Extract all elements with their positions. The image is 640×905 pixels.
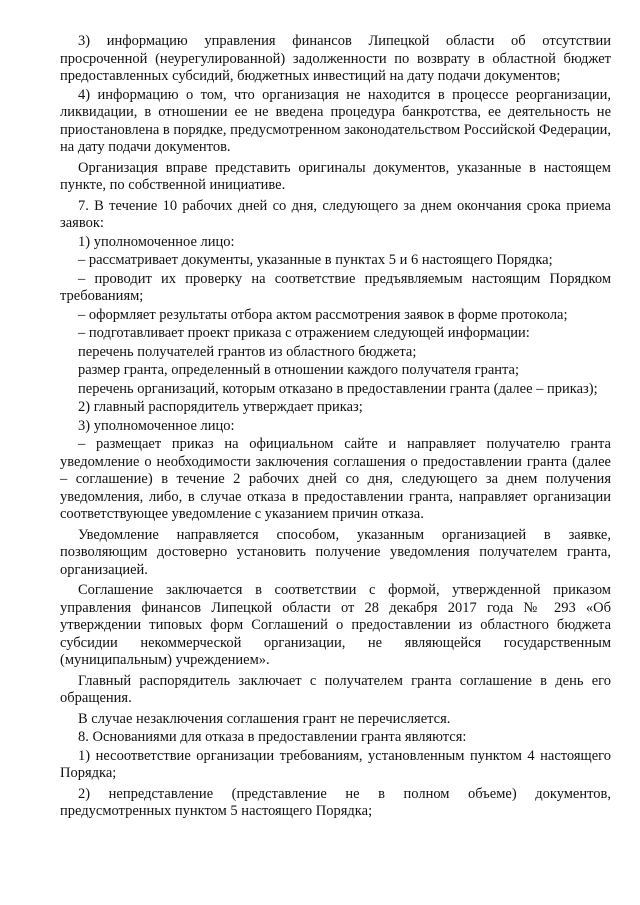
paragraph-item-4-reorganization-info: 4) информацию о том, что организация не находится в процессе реорганизации, ликвидации, в отношении ее не введена процедура банкротства, ее деятельность не приостановлена в порядке, предусмотренном законодательством Российской Федерации, на дату подачи документов.	[60, 86, 611, 155]
paragraph-grant-size: размер гранта, определенный в отношении каждого получателя гранта;	[78, 362, 520, 378]
paragraph-publishes-order: – размещает приказ на официальном сайте и направляет получателю гранта уведомление о необходимости заключения соглашения о предоставлении гранта (далее – соглашение) в течение 2 рабочих дней со дня, следующего за днем получения уведомления, либо, в случае отказа в предоставлении гранта, направляет организации соответствующее уведомление с указанием причин отказа.	[60, 436, 611, 522]
paragraph-no-agreement: В случае незаключения соглашения грант не перечисляется.	[78, 710, 451, 727]
paragraph-authorized-person-1: 1) уполномоченное лицо:	[78, 233, 235, 250]
paragraph-item-3-treasury-info: 3) информацию управления финансов Липецкой области об отсутствии просроченной (неурегулированной) задолженности по возврату в областной бюджет предоставленных субсидий, бюджетных инвестиций на дату подачи документов;	[60, 33, 611, 84]
paragraph-section-8: 8. Основаниями для отказа в предоставлении гранта являются:	[78, 729, 467, 745]
paragraph-approves-order: 2) главный распорядитель утверждает приказ;	[78, 399, 363, 415]
paragraph-checks-compliance: – проводит их проверку на соответствие предъявляемым настоящим Порядком требованиям;	[60, 270, 611, 304]
paragraph-originals-right: Организация вправе представить оригиналы документов, указанные в настоящем пункте, по собственной инициативе.	[60, 159, 611, 193]
paragraph-refusal-1: 1) несоответствие организации требованиям, установленным пунктом 4 настоящего Порядка;	[60, 747, 611, 781]
paragraph-section-7: 7. В течение 10 рабочих дней со дня, следующего за днем окончания срока приема заявок:	[60, 197, 611, 231]
paragraph-authorized-person-3: 3) уполномоченное лицо:	[78, 417, 235, 434]
paragraph-reviews-documents: – рассматривает документы, указанные в пунктах 5 и 6 настоящего Порядка;	[78, 252, 553, 268]
paragraph-draft-order: – подготавливает проект приказа с отражением следующей информации:	[78, 325, 530, 341]
paragraph-agreement-form: Соглашение заключается в соответствии с формой, утвержденной приказом управления финансов Липецкой области от 28 декабря 2017 года № 293 «Об утверждении типовых форм Соглашений о предоставлении из областного бюджета субсидии некоммерческой организации, не являющейся государственным (муниципальным) учреждением».	[60, 582, 611, 668]
paragraph-notification-method: Уведомление направляется способом, указанным организацией в заявке, позволяющим достоверно установить получение уведомления получателем гранта, организацией.	[60, 526, 611, 578]
paragraph-refused-list: перечень организаций, которым отказано в предоставлении гранта (далее – приказ);	[78, 380, 598, 397]
paragraph-refusal-2: 2) непредставление (представление не в полном объеме) документов, предусмотренных пунктом 5 настоящего Порядка;	[60, 785, 611, 819]
paragraph-protocol: – оформляет результаты отбора актом рассмотрения заявок в форме протокола;	[78, 306, 568, 323]
paragraph-agreement-day: Главный распорядитель заключает с получателем гранта соглашение в день его обращения.	[60, 672, 611, 706]
paragraph-grantee-list: перечень получателей грантов из областного бюджета;	[78, 343, 417, 360]
